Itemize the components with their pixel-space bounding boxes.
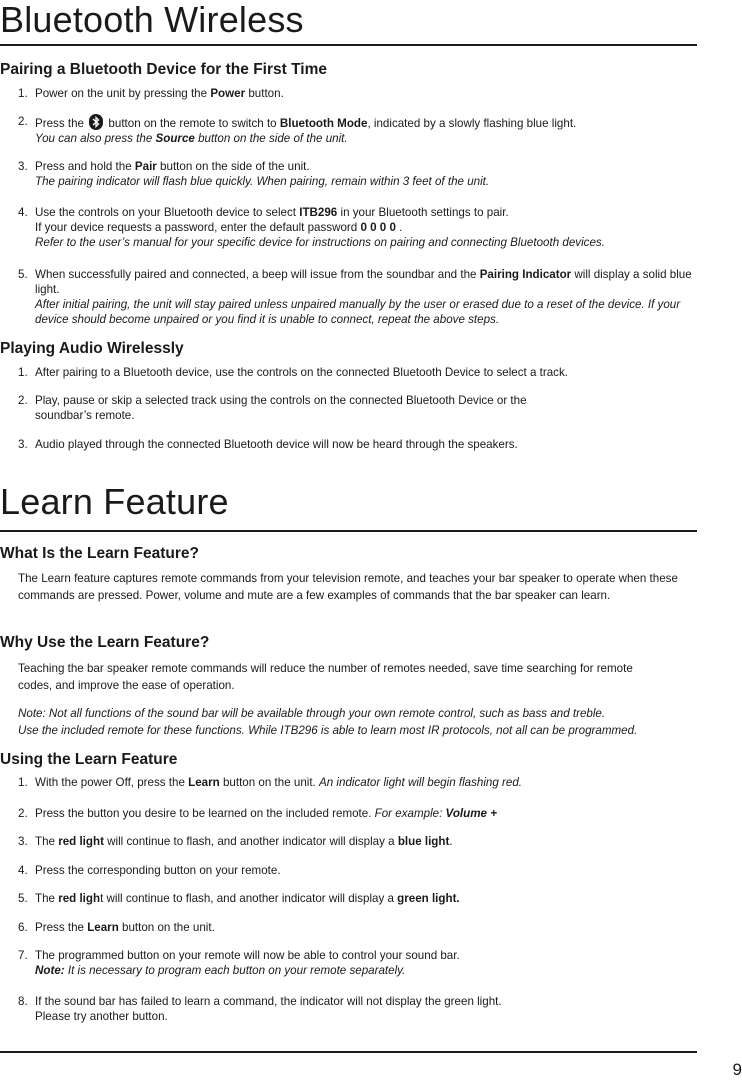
footer-divider [0, 1051, 697, 1053]
list-item: 1. With the power Off, press the Learn button on the unit. An indicator light will begin flashing red. [18, 776, 523, 789]
step-number: 5. [18, 268, 28, 281]
list-item: 4. Press the corresponding button on your remote. [18, 864, 281, 877]
step-number: 2. [18, 115, 28, 128]
list-item: 1. After pairing to a Bluetooth device, use the controls on the connected Bluetooth Device to select a track. [18, 366, 568, 379]
heading-playing: Playing Audio Wirelessly [0, 340, 184, 357]
list-item: 2. Press the button you desire to be learned on the included remote. For example: Volume + [18, 807, 497, 820]
section-title-learn: Learn Feature [0, 481, 229, 522]
step-number: 3. [18, 835, 28, 848]
list-item: 3. Audio played through the connected Bluetooth device will now be heard through the speakers. [18, 438, 518, 451]
bluetooth-icon [89, 114, 103, 130]
list-item: 2. Play, pause or skip a selected track using the controls on the connected Bluetooth Device or the soundbar’s remote. [18, 394, 527, 422]
step-number: 2. [18, 807, 28, 820]
note-why: Note: Not all functions of the sound bar will be available through your own remote control, such as bass and treble. Use the included remote for these functions. While ITB296 is able to learn most IR protocols, not all can be programmed. [18, 707, 638, 737]
list-item: 4. Use the controls on your Bluetooth device to select ITB296 in your Bluetooth settings to pair. If your device requests a password, enter the default password 0 0 0 0 . Refer to the user’s manual for your specific device for instructions on pairing and connecting Bluetooth devices. [18, 206, 605, 249]
paragraph-why: Teaching the bar speaker remote commands will reduce the number of remotes needed, save time searching for remote codes, and improve the ease of operation. [18, 662, 633, 692]
list-item: 8. If the sound bar has failed to learn a command, the indicator will not display the green light. Please try another button. [18, 995, 502, 1023]
heading-why: Why Use the Learn Feature? [0, 634, 210, 651]
list-item: 5. The red light will continue to flash, and another indicator will display a green light. [18, 892, 460, 905]
step-number: 5. [18, 892, 28, 905]
step-number: 4. [18, 864, 28, 877]
step-number: 3. [18, 160, 28, 173]
step-number: 1. [18, 776, 28, 789]
section-divider [0, 44, 697, 46]
heading-what: What Is the Learn Feature? [0, 545, 199, 562]
list-item: 7. The programmed button on your remote will now be able to control your sound bar. Note: It is necessary to program each button on your remote separately. [18, 949, 460, 977]
step-number: 1. [18, 366, 28, 379]
list-item: 1. Power on the unit by pressing the Power button. [18, 87, 284, 100]
step-number: 4. [18, 206, 28, 219]
page-number: 9 [732, 1060, 742, 1079]
step-number: 1. [18, 87, 28, 100]
step-number: 7. [18, 949, 28, 962]
paragraph-what: The Learn feature captures remote commands from your television remote, and teaches your bar speaker to operate when these commands are pressed. Power, volume and mute are a few examples of commands that the bar speaker can learn. [18, 572, 678, 602]
list-item: 2. Press the button on the remote to switch to Bluetooth Mode, indicated by a slowly flashing blue light. You can also press the Source button on the side of the unit. [18, 115, 577, 145]
section-divider [0, 530, 697, 532]
list-item: 5. When successfully paired and connected, a beep will issue from the soundbar and the Pairing Indicator will display a solid blue light. After initial pairing, the unit will stay paired unless unpaired manually by the user or erased due to a reset of the device. If your device should become unpaired or you find it is unable to connect, repeat the above steps. [18, 268, 692, 326]
step-number: 2. [18, 394, 28, 407]
step-number: 6. [18, 921, 28, 934]
heading-pairing: Pairing a Bluetooth Device for the First Time [0, 61, 327, 78]
heading-using: Using the Learn Feature [0, 751, 178, 768]
list-item: 6. Press the Learn button on the unit. [18, 921, 215, 934]
section-title-bluetooth: Bluetooth Wireless [0, 0, 304, 40]
step-number: 3. [18, 438, 28, 451]
step-number: 8. [18, 995, 28, 1008]
list-item: 3. The red light will continue to flash, and another indicator will display a blue light. [18, 835, 453, 848]
list-item: 3. Press and hold the Pair button on the side of the unit. The pairing indicator will flash blue quickly. When pairing, remain within 3 feet of the unit. [18, 160, 490, 188]
